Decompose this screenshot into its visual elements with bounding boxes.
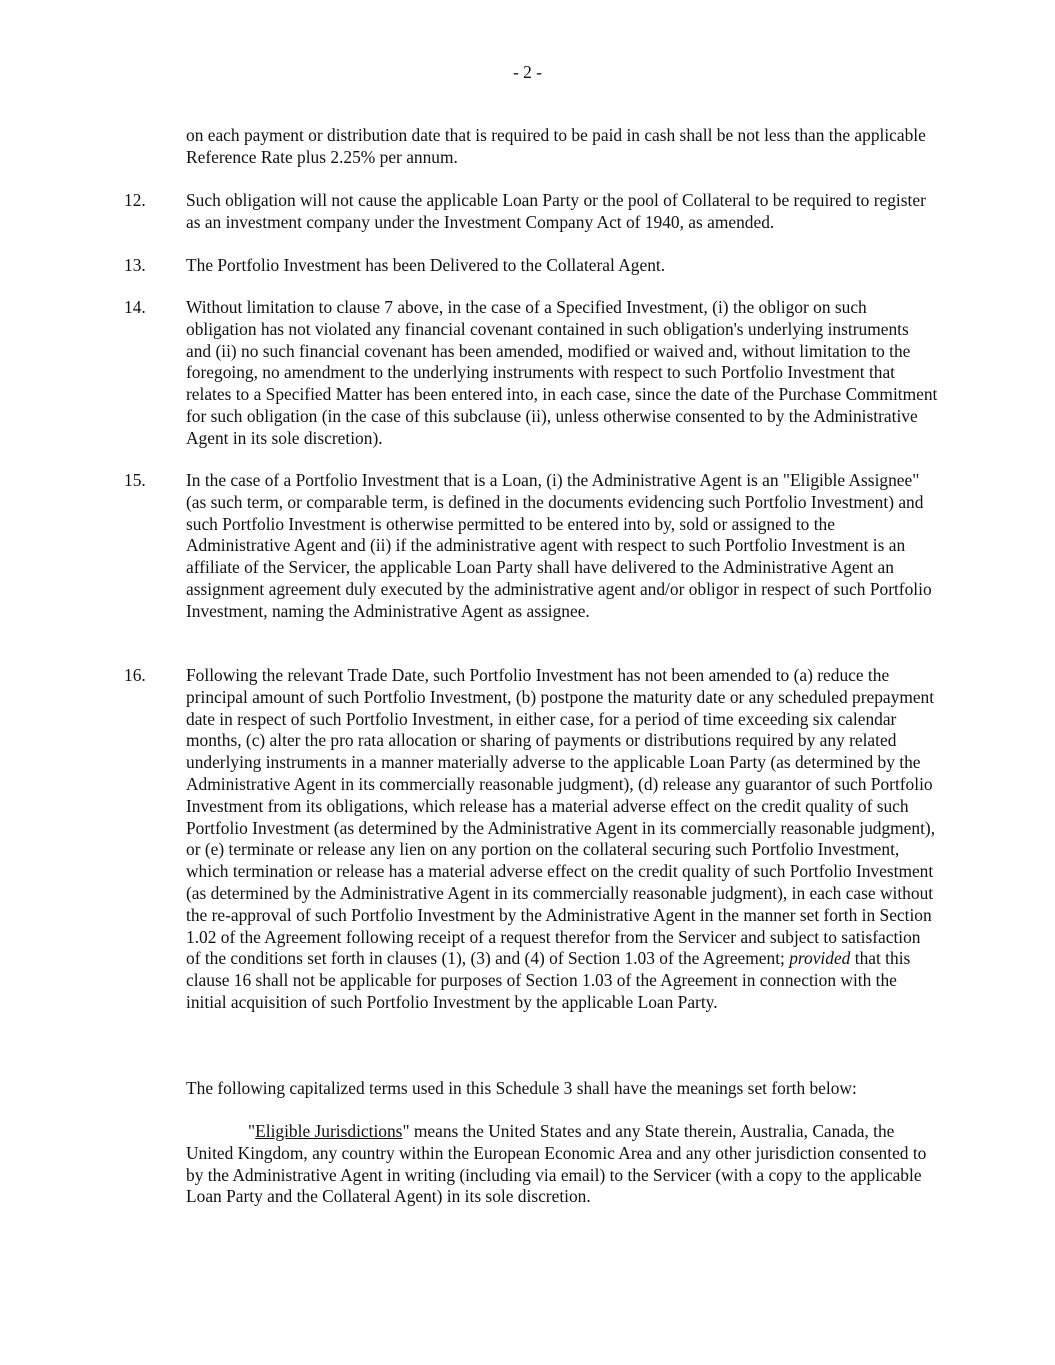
item-text: The Portfolio Investment has been Delivered to the Collateral Agent. [186, 255, 666, 275]
item-text: Such obligation will not cause the applicable Loan Party or the pool of Collateral to be required to register as an investment company under the Investment Company Act of 1940, as amended. [186, 190, 926, 232]
list-item [124, 190, 938, 234]
provided-italic: provided [789, 948, 851, 969]
defined-term: Eligible Jurisdictions [255, 1121, 403, 1141]
item-text-part: that this clause 16 shall not be applicable for purposes of Section 1.03 of the Agreement in connection with the initial acquisition of such Portfolio Investment by the applicable Loan Party. [186, 948, 911, 1012]
definition-paragraph [186, 1121, 938, 1208]
list-item [124, 470, 938, 623]
item-text: In the case of a Portfolio Investment that is a Loan, (i) the Administrative Agent is an "Eligible Assignee" (as such term, or comparable term, is defined in the documents evidencing such Portfolio Investment) and such Portfolio Investment is otherwise permitted to be entered into by, sold or assigned to the Administrative Agent and (ii) if the administrative agent with respect to such Portfolio Investment is an affiliate of the Servicer, the applicable Loan Party shall have delivered to the Administrative Agent an assignment agreement duly executed by the administrative agent and/or obligor in respect of such Portfolio Investment, naming the Administrative Agent as assignee. [186, 470, 932, 621]
list-item [124, 255, 938, 277]
item-number: 16. [124, 665, 146, 685]
list-item [124, 297, 938, 450]
open-quote: " [248, 1121, 256, 1141]
list-item [124, 665, 938, 1014]
item-number: 13. [124, 255, 146, 275]
page-number: - 2 - [513, 62, 542, 82]
item-number: 15. [124, 470, 146, 490]
item-text-part: Following the relevant Trade Date, such Portfolio Investment has not been amended to (a) reduce the principal amount of such Portfolio Investment, (b) postpone the maturity date or any scheduled prepayment date in respect of such Portfolio Investment, in either case, for a period of time exceeding six calendar months, (c) alter the pro rata allocation or sharing of payments or distributions required by any related underlying instruments in a manner materially adverse to the applicable Loan Party (as determined by the Administrative Agent in its commercially reasonable judgment), (d) release any guarantor of such Portfolio Investment from its obligations, which release has a material adverse effect on the credit quality of such Portfolio Investment (as determined by the Administrative Agent in its commercially reasonable judgment), or (e) terminate or release any lien on any portion on the collateral securing such Portfolio Investment, which termination or release has a material adverse effect on the credit quality of such Portfolio Investment (as determined by the Administrative Agent in its commercially reasonable judgment), in each case without the re-approval of such Portfolio Investment by the Administrative Agent in the manner set forth in Section 1.02 of the Agreement following receipt of a request therefor from the Servicer and subject to satisfaction of the conditions set forth in clauses (1), (3) and (4) of Section 1.03 of the Agreement; [186, 665, 936, 969]
item-number: 12. [124, 190, 146, 210]
item-number: 14. [124, 297, 146, 317]
item-text: Without limitation to clause 7 above, in the case of a Specified Investment, (i) the obligor on such obligation has not violated any financial covenant contained in such obligation's underlying instruments and (ii) no such financial covenant has been amended, modified or waived and, without limitation to the foregoing, no amendment to the underlying instruments with respect to such Portfolio Investment that relates to a Specified Matter has been entered into, in each case, since the date of the Purchase Commitment for such obligation (in the case of this subclause (ii), unless otherwise consented to by the Administrative Agent in its sole discretion). [186, 297, 938, 448]
item-text [186, 665, 938, 1014]
definitions-intro: The following capitalized terms used in this Schedule 3 shall have the meanings set forth below: [186, 1078, 857, 1098]
continuation-paragraph: on each payment or distribution date that is required to be paid in cash shall be not less than the applicable Reference Rate plus 2.25% per annum. [186, 125, 926, 167]
definition-text: " means the United States and any State therein, Australia, Canada, the United Kingdom, any country within the European Economic Area and any other jurisdiction consented to by the Administrative Agent in writing (including via email) to the Servicer (with a copy to the applicable Loan Party and the Collateral Agent) in its sole discretion. [186, 1121, 927, 1207]
